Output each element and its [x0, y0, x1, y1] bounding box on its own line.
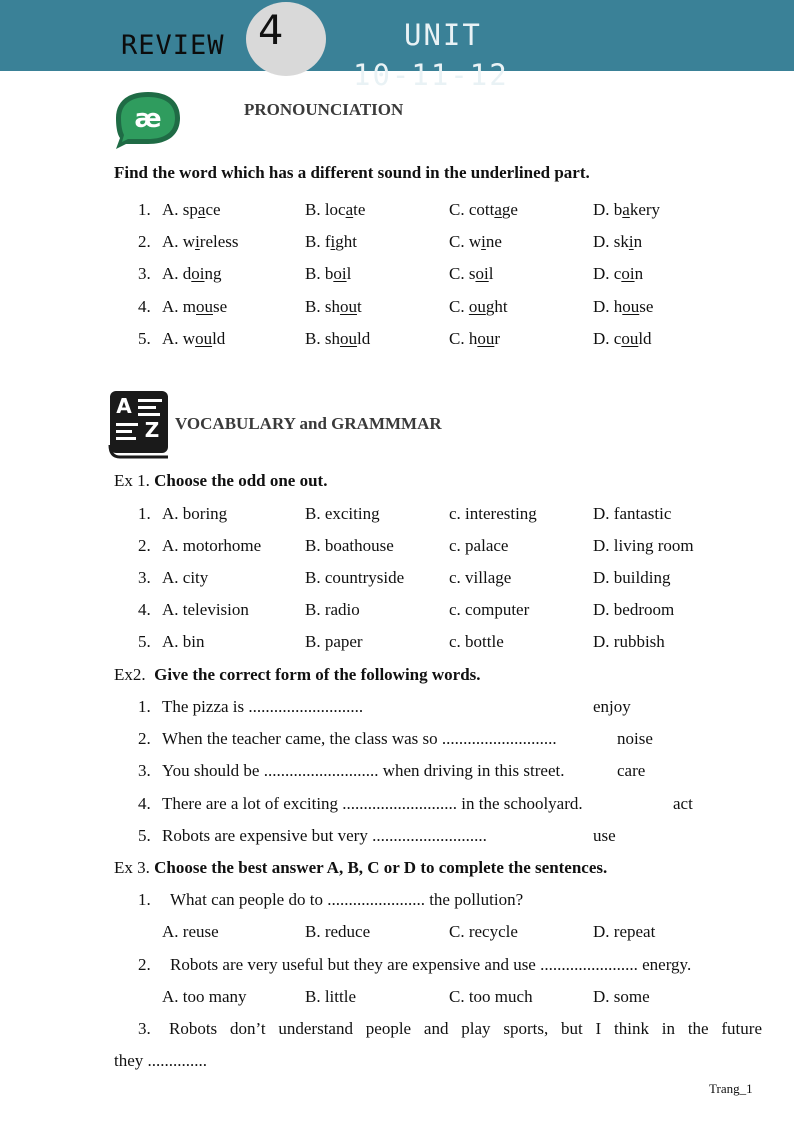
underlined-part: a: [494, 200, 502, 219]
pron-q4-option-d: D. house: [593, 297, 654, 316]
unit-numbers: 10-11-12: [353, 58, 509, 92]
ex1-q4-option-d: D. bedroom: [593, 600, 675, 619]
ex3-instruction: Choose the best answer A, B, C or D to complete the sentences.: [154, 858, 608, 877]
pronunciation-instruction: Find the word which has a different sound in the underlined part.: [114, 163, 590, 182]
ex1-q2-option-a: A. motorhome: [162, 536, 262, 555]
ex1-q5-option-d: D. rubbish: [593, 632, 665, 651]
ex1-q5-number: 5.: [138, 632, 151, 651]
vocabulary-title: VOCABULARY and GRAMMMAR: [175, 414, 442, 433]
ex1-q2-option-c: c. palace: [449, 536, 509, 555]
ae-glyph: æ: [134, 104, 162, 134]
underlined-part: oi: [333, 264, 347, 283]
ex3-q3-number: 3.: [138, 1019, 151, 1038]
ex1-label: Ex 1.: [114, 471, 155, 490]
underlined-part: a: [622, 200, 630, 219]
pron-q1-option-b: B. locate: [305, 200, 366, 219]
ex2-heading: [114, 665, 481, 685]
ex2-q4-sentence: There are a lot of exciting ........................... in the schoolyard.: [162, 794, 583, 813]
ex1-q1-option-c: c. interesting: [449, 504, 537, 523]
ex1-heading: [114, 471, 327, 491]
pron-q3-number: 3.: [138, 264, 151, 283]
header-banner: [0, 0, 794, 92]
ex1-q4-option-b: B. radio: [305, 600, 360, 619]
az-bottom-letter: Z: [144, 418, 160, 442]
review-number-badge: [246, 2, 326, 76]
pron-q1-option-d: D. bakery: [593, 200, 661, 219]
ex2-q3-sentence: You should be ........................... when driving in this street.: [162, 761, 565, 780]
pron-q1-option-c: C. cottage: [449, 200, 518, 219]
underlined-part: oi: [475, 264, 489, 283]
ex1-q2-number: 2.: [138, 536, 151, 555]
ex1-q3-option-a: A. city: [162, 568, 209, 587]
pron-q1-number: 1.: [138, 200, 151, 219]
underlined-part: i: [330, 232, 336, 251]
ex3-q3-line1: Robots don’t understand people and play sports, but I think in the future: [169, 1019, 762, 1038]
ex3-q3-line2: they ..............: [114, 1051, 208, 1070]
underlined-part: ou: [477, 329, 495, 348]
pron-q1-option-a: A. space: [162, 200, 221, 219]
pron-q2-option-c: C. wine: [449, 232, 502, 251]
ex2-label: Ex2.: [114, 665, 146, 684]
ex3-q2-number: 2.: [138, 955, 151, 974]
underlined-part: ou: [196, 297, 213, 316]
ex1-q5-option-a: A. bin: [162, 632, 205, 651]
pronunciation-title: PRONOUNCIATION: [244, 100, 404, 119]
ex2-q2-number: 2.: [138, 729, 151, 748]
review-number: 4: [258, 8, 284, 54]
ex2-q5-sentence: Robots are expensive but very ...........................: [162, 826, 487, 845]
pron-q2-option-a: A. wireless: [162, 232, 239, 251]
underlined-part: i: [481, 232, 486, 251]
ex1-q3-option-b: B. countryside: [305, 568, 405, 587]
ex1-q3-option-c: c. village: [449, 568, 512, 587]
underlined-part: oi: [621, 264, 635, 283]
pron-q5-option-a: A. would: [162, 329, 226, 348]
ex1-instruction: Choose the odd one out.: [154, 471, 328, 490]
ex2-q4-number: 4.: [138, 794, 151, 813]
ex2-q2-root-word: noise: [617, 729, 653, 748]
ex3-label: Ex 3.: [114, 858, 155, 877]
pron-q5-number: 5.: [138, 329, 151, 348]
ex3-q2-option-d: D. some: [593, 987, 650, 1006]
ex2-q1-sentence: The pizza is ...........................: [162, 697, 364, 716]
ex1-q1-number: 1.: [138, 504, 151, 523]
ex2-instruction: Give the correct form of the following words.: [154, 665, 481, 684]
pron-q5-option-c: C. hour: [449, 329, 501, 348]
underlined-part: ou: [468, 297, 486, 316]
ex2-q1-root-word: enjoy: [593, 697, 631, 716]
ex1-q1-option-a: A. boring: [162, 504, 228, 523]
pronunciation-speech-bubble-icon: [114, 88, 182, 150]
pron-q2-option-d: D. skin: [593, 232, 643, 251]
ex2-q5-root-word: use: [593, 826, 616, 845]
underlined-part: a: [197, 200, 206, 219]
page-footer: Trang_1: [709, 1081, 753, 1096]
ex1-q5-option-b: B. paper: [305, 632, 363, 651]
ex3-q1-number: 1.: [138, 890, 151, 909]
vocabulary-book-icon: [108, 389, 172, 459]
pron-q4-option-b: B. shout: [305, 297, 362, 316]
ex2-q2-sentence: When the teacher came, the class was so ...........................: [162, 729, 557, 748]
ex3-q2-option-c: C. too much: [449, 987, 533, 1006]
ex3-q1-option-d: D. repeat: [593, 922, 656, 941]
unit-label: UNIT: [404, 18, 482, 52]
pron-q3-option-b: B. boil: [305, 264, 352, 283]
pron-q4-number: 4.: [138, 297, 151, 316]
underlined-part: ou: [339, 329, 357, 348]
underlined-part: ou: [195, 329, 213, 348]
pron-q5-option-d: D. could: [593, 329, 652, 348]
ex2-q4-root-word: act: [673, 794, 693, 813]
ex3-q2-text: Robots are very useful but they are expensive and use ....................... energy.: [170, 955, 692, 974]
ex3-q2-option-b: B. little: [305, 987, 356, 1006]
underlined-part: ou: [339, 297, 357, 316]
pron-q5-option-b: B. should: [305, 329, 371, 348]
ex3-q1-text: What can people do to ....................... the pollution?: [170, 890, 524, 909]
ex1-q4-number: 4.: [138, 600, 151, 619]
ex3-heading: [114, 858, 607, 878]
ex2-q3-number: 3.: [138, 761, 151, 780]
ex1-q4-option-a: A. television: [162, 600, 249, 619]
ex3-q1-option-a: A. reuse: [162, 922, 219, 941]
underlined-part: ou: [622, 297, 640, 316]
review-label: REVIEW: [121, 30, 225, 61]
underlined-part: oi: [191, 264, 205, 283]
ex2-q1-number: 1.: [138, 697, 151, 716]
ex2-q3-root-word: care: [617, 761, 646, 780]
ex2-q5-number: 5.: [138, 826, 151, 845]
pron-q3-option-d: D. coin: [593, 264, 644, 283]
pron-q4-option-c: C. ought: [449, 297, 508, 316]
pron-q4-option-a: A. mouse: [162, 297, 228, 316]
az-top-letter: A: [116, 394, 132, 418]
pron-q3-option-c: C. soil: [449, 264, 494, 283]
ex1-q4-option-c: c. computer: [449, 600, 530, 619]
underlined-part: i: [628, 232, 634, 251]
ex1-q1-option-b: B. exciting: [305, 504, 380, 523]
ex3-q2-option-a: A. too many: [162, 987, 247, 1006]
underlined-part: i: [195, 232, 200, 251]
ex1-q3-number: 3.: [138, 568, 151, 587]
ex3-q1-option-b: B. reduce: [305, 922, 371, 941]
ex3-q1-option-c: C. recycle: [449, 922, 518, 941]
ex1-q5-option-c: c. bottle: [449, 632, 504, 651]
pron-q2-option-b: B. fight: [305, 232, 357, 251]
ex1-q1-option-d: D. fantastic: [593, 504, 672, 523]
pron-q3-option-a: A. doing: [162, 264, 222, 283]
underlined-part: a: [345, 200, 354, 219]
underlined-part: ou: [621, 329, 639, 348]
pron-q2-number: 2.: [138, 232, 151, 251]
ex1-q2-option-b: B. boathouse: [305, 536, 394, 555]
ex1-q3-option-d: D. building: [593, 568, 671, 587]
ex1-q2-option-d: D. living room: [593, 536, 694, 555]
